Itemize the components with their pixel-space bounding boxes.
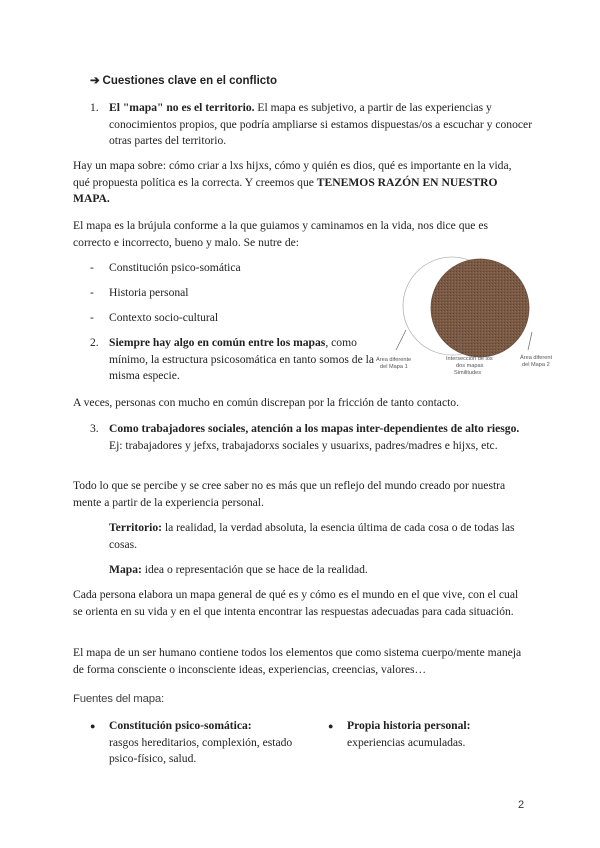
bullet-icon: ●	[328, 721, 334, 731]
definition-text: idea o representación que se hace de la realidad.	[141, 563, 368, 576]
label-mid-2: dos mapas	[456, 363, 484, 369]
dash-item-2	[90, 285, 189, 302]
definition-territorio	[109, 520, 519, 553]
arrow-right	[528, 332, 532, 350]
paragraph-text: Hay un mapa sobre: cómo criar a lxs hijxs, cómo y quién es dios, qué es importante en la vida, qué propuesta política es la correcta. Y creemos que	[73, 159, 512, 189]
item-number: 2.	[90, 336, 99, 349]
dash-item-3	[90, 310, 218, 327]
source-title: Propia historia personal:	[347, 719, 471, 732]
label-left-1: Área diferente	[376, 357, 412, 363]
list-item-2	[90, 335, 389, 385]
paragraph-4: Todo lo que se percibe y se cree saber no es más que un reflejo del mundo creado por nuestra mente a partir de la experiencia personal.	[73, 479, 506, 509]
label-mid-3: Similitudes	[454, 370, 482, 376]
item-title: El "mapa" no es el territorio.	[109, 101, 255, 114]
section-heading-text: Cuestiones clave en el conflicto	[102, 75, 278, 87]
item-title: Siempre hay algo en común entre los mapas	[109, 336, 326, 349]
paragraph-emphasis: TENEMOS RAZÓN EN NUESTRO MAPA.	[73, 175, 498, 205]
dash-item-text: Historia personal	[109, 286, 189, 299]
definition-mapa	[109, 562, 519, 579]
dash-marker: -	[90, 311, 94, 324]
dash-item-text: Constitución psico-somática	[109, 261, 241, 274]
dash-item-1	[90, 260, 241, 277]
item-number: 3.	[90, 422, 99, 435]
dash-marker: -	[90, 261, 94, 274]
venn-diagram	[372, 250, 552, 382]
item-text: El mapa es subjetivo, a partir de las experiencias y conocimientos propios, que podría ampliarse si estamos dispuestas/os a escuchar y conocer otras partes del territorio.	[109, 101, 533, 147]
sources-heading: Fuentes del mapa:	[73, 693, 164, 705]
list-item-1	[90, 100, 534, 150]
paragraph-1	[73, 158, 518, 208]
definition-term: Mapa:	[109, 563, 142, 576]
label-right-1: Área diferente	[520, 355, 552, 361]
paragraph-6: El mapa de un ser humano contiene todos los elementos que como sistema cuerpo/mente maneja de forma consciente o inconsciente ideas, experiencias, creencias, valores…	[73, 646, 522, 676]
source-item-right	[328, 718, 537, 751]
item-text: Ej: trabajadores y jefxs, trabajadorxs sociales y usuarixs, padres/madres e hijxs, etc.	[109, 438, 498, 452]
bullet-icon: ●	[90, 721, 96, 731]
dash-marker: -	[90, 286, 94, 299]
paragraph-2: El mapa es la brújula conforme a la que guiamos y caminamos en la vida, nos dice que es correcto e incorrecto, bueno y malo. Se nutre de:	[73, 219, 488, 249]
maps-intersection-figure	[372, 250, 552, 382]
list-item-3	[90, 421, 534, 454]
paragraph-3: A veces, personas con mucho en común discrepan por la fricción de tanto contacto.	[73, 396, 460, 409]
paragraph-5: Cada persona elabora un mapa general de qué es y cómo es el mundo en el que vive, con el cual se orienta en su vida y en el que intenta encontrar las respuestas adecuadas para cada situación.	[73, 588, 519, 618]
label-right-2: del Mapa 2	[522, 362, 550, 368]
page-number: 2	[518, 799, 525, 811]
label-mid-1: Intersección de los	[446, 356, 493, 362]
source-text: experiencias acumuladas.	[347, 735, 466, 749]
definition-text: la realidad, la verdad absoluta, la esencia última de cada cosa o de todas las cosas.	[109, 521, 515, 551]
dash-item-text: Contexto socio-cultural	[109, 311, 219, 324]
source-title: Constitución psico-somática:	[109, 719, 252, 732]
arrow-icon: ➔	[90, 75, 100, 87]
item-title: Como trabajadores sociales, atención a los mapas inter-dependientes de alto riesgo.	[109, 422, 520, 435]
label-left-2: del Mapa 1	[380, 364, 408, 370]
item-number: 1.	[90, 101, 99, 114]
arrow-left	[396, 330, 406, 350]
source-item-left	[90, 718, 309, 768]
item-text: , como mínimo, la estructura psicosomática en tanto somos de la misma especie.	[109, 336, 374, 382]
definition-term: Territorio:	[109, 521, 163, 534]
map-2-circle	[431, 259, 529, 357]
source-text: rasgos hereditarios, complexión, estado psico-físico, salud.	[109, 735, 293, 765]
section-heading	[90, 73, 277, 90]
